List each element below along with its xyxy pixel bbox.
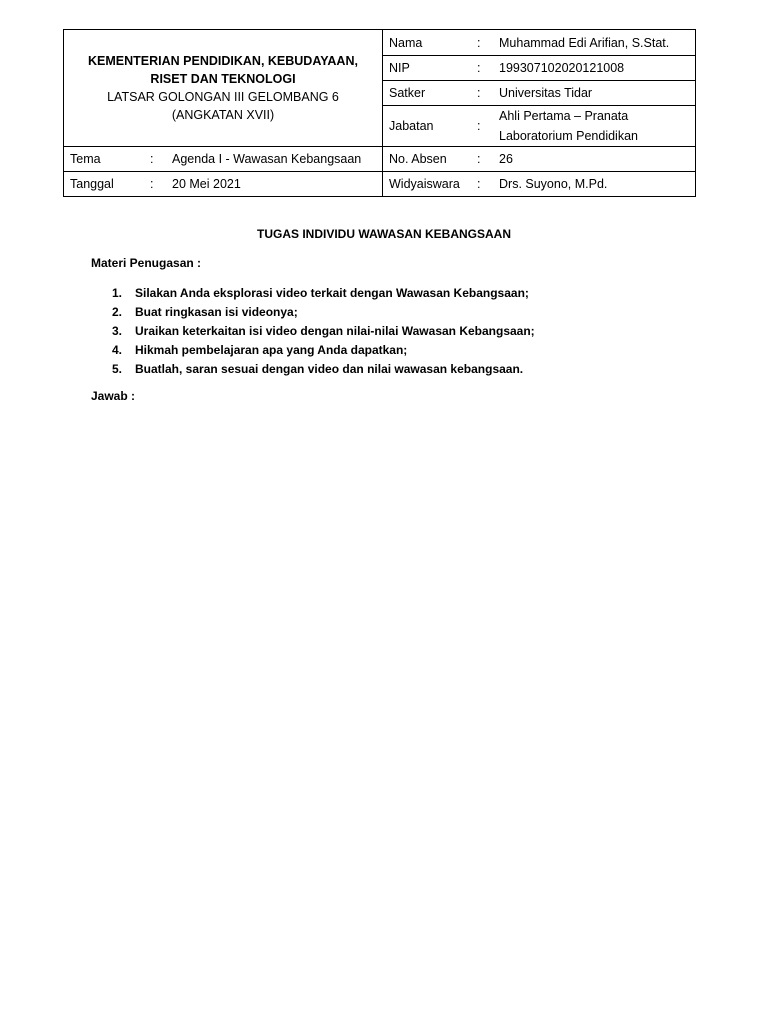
absen-value: 26 [499,152,513,166]
assignment-title: TUGAS INDIVIDU WAWASAN KEBANGSAAN [256,227,511,241]
list-item-text: Buatlah, saran sesuai dengan video dan nilai wawasan kebangsaan. [135,362,524,376]
jawab-label: Jawab : [91,389,136,403]
jabatan-value [499,106,695,146]
list-item [91,341,535,360]
list-item-number: 3. [112,324,123,338]
list-item [91,303,535,322]
nip-label: NIP [389,61,410,75]
list-item [91,322,535,341]
absen-label: No. Absen [389,152,447,166]
nip-row [383,56,696,81]
agency-line-2: RISET DAN TEKNOLOGI [150,72,296,86]
widyaiswara-label: Widyaiswara [389,177,460,191]
colon: : [150,152,154,166]
satker-value: Universitas Tidar [499,86,593,100]
tanggal-value: 20 Mei 2021 [172,177,241,191]
widyaiswara-row [383,172,696,197]
tema-label: Tema [70,152,101,166]
list-item-number: 4. [112,343,123,357]
agency-line-1: KEMENTERIAN PENDIDIKAN, KEBUDAYAAN, [88,54,358,68]
task-list [91,284,535,379]
list-item-number: 1. [112,286,123,300]
satker-label: Satker [389,86,426,100]
colon: : [477,177,481,191]
colon: : [477,86,481,100]
nama-label: Nama [389,35,423,50]
nama-row [383,30,696,56]
list-item-text: Buat ringkasan isi videonya; [135,305,298,319]
colon: : [477,119,481,133]
jabatan-value-line-1: Ahli Pertama – Pranata [499,109,629,123]
list-item [91,284,535,303]
absen-row [383,147,696,172]
agency-cell [64,30,383,147]
list-item-text: Uraikan keterkaitan isi video dengan nilai-nilai Wawasan Kebangsaan; [135,324,535,338]
program-line-2: (ANGKATAN XVII) [171,108,275,122]
colon: : [150,177,154,191]
jabatan-label: Jabatan [389,119,434,133]
identity-table [63,29,696,197]
colon: : [477,35,481,50]
program-line-1: LATSAR GOLONGAN III GELOMBANG 6 [107,90,339,104]
tema-row [64,147,383,172]
tanggal-row [64,172,383,197]
tanggal-label: Tanggal [70,177,114,191]
widyaiswara-value: Drs. Suyono, M.Pd. [499,177,608,191]
nip-value: 199307102020121008 [499,61,625,75]
colon: : [477,61,481,75]
nama-value: Muhammad Edi Arifian, S.Stat. [499,35,670,50]
jabatan-row [383,106,696,147]
tema-value: Agenda I - Wawasan Kebangsaan [172,152,362,166]
list-item-text: Hikmah pembelajaran apa yang Anda dapatkan; [135,343,408,357]
list-item-number: 5. [112,362,123,376]
materi-label: Materi Penugasan : [91,256,202,270]
list-item-text: Silakan Anda eksplorasi video terkait dengan Wawasan Kebangsaan; [135,286,529,300]
satker-row [383,81,696,106]
list-item [91,360,535,379]
colon: : [477,152,481,166]
list-item-number: 2. [112,305,123,319]
jabatan-value-line-2: Laboratorium Pendidikan [499,129,638,143]
